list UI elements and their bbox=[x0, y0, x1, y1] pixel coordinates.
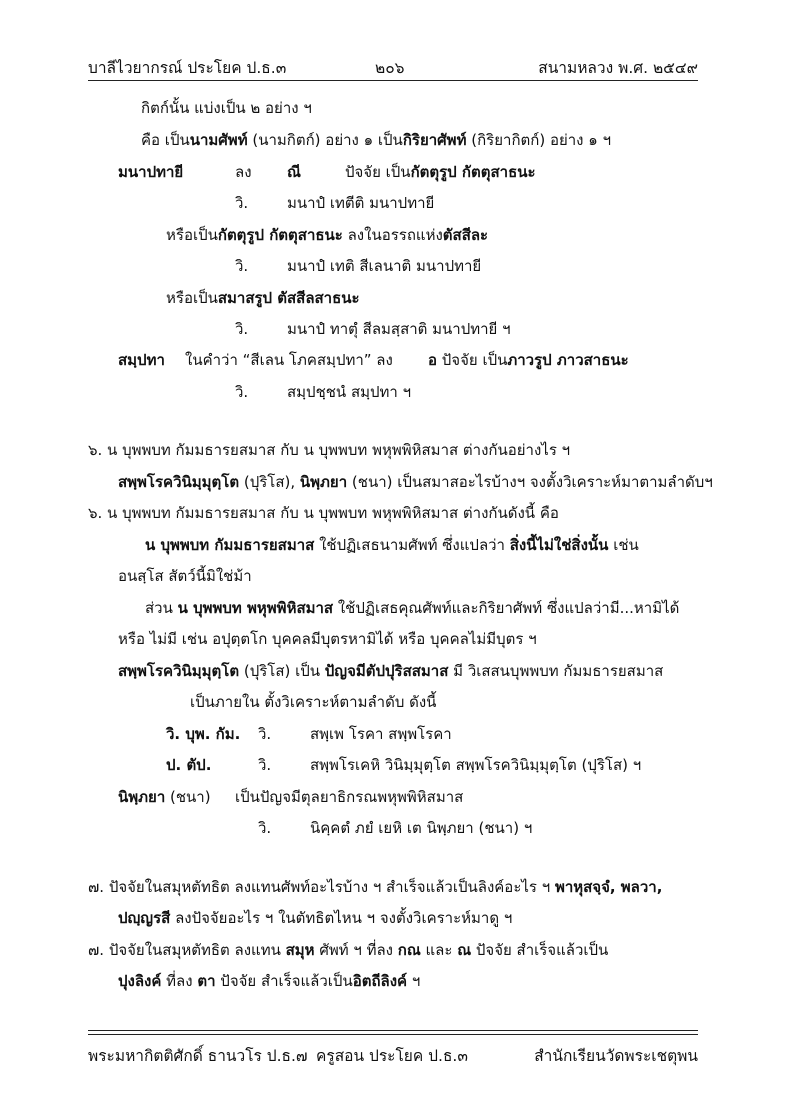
body-line: มนาปํ ทาตุํ สีลมสฺสาติ มนาปทายี ฯ bbox=[287, 320, 511, 338]
answer-7-cont: ปุงลิงค์ ที่ลง ตา ปัจจัย สำเร็จแล้วเป็นอิตถีลิงค์ ฯ bbox=[118, 972, 421, 990]
footer-right-text: สำนักเรียนวัดพระเชตุพน bbox=[534, 1047, 698, 1065]
page-footer bbox=[88, 1043, 698, 1065]
body-line: สมฺปทา bbox=[118, 351, 165, 369]
body-line: สพฺพโรควินิมฺมุตฺโต (ปุริโส) เป็น ปัญจมีตัปปุริสสมาส มี วิเสสนบุพพบท กัมมธารยสมาส bbox=[118, 662, 664, 680]
body-line: วิ. bbox=[235, 257, 249, 275]
body-line: ป. ตัป. bbox=[166, 756, 212, 774]
question-6-cont: สพฺพโรควินิมฺมุตฺโต (ปุริโส), นิพฺภยา (ชนา) เป็นสมาสอะไรบ้างฯ จงตั้งวิเคราะห์มาตามลำดับฯ bbox=[118, 473, 713, 491]
body-line: หรือเป็นสมาสรูป ตัสสีลสาธนะ bbox=[166, 289, 360, 307]
body-line: หรือ ไม่มี เช่น อปุตฺตโก บุคคลมีบุตรหามิได้ หรือ บุคคลไม่มีบุตร ฯ bbox=[118, 630, 537, 648]
body-line: คือ เป็นนามศัพท์ (นามกิตก์) อย่าง ๑ เป็นกิริยาศัพท์ (กิริยากิตก์) อย่าง ๑ ฯ bbox=[141, 131, 611, 149]
body-line: ลง bbox=[235, 163, 252, 181]
footer-left-text: พระมหากิตติศักดิ์ ธานวโร ป.ธ.๗ bbox=[88, 1047, 308, 1065]
body-line: มนาปํ เทตีติ มนาปทายี bbox=[287, 194, 435, 212]
header-right-text: สนามหลวง พ.ศ. ๒๕๔๙ bbox=[538, 59, 698, 77]
body-line: ณี bbox=[287, 163, 301, 181]
body-line: เป็นภายใน ตั้งวิเคราะห์ตามลำดับ ดังนี้ bbox=[190, 693, 437, 711]
body-line: ในคำว่า “สีเลน โภคสมฺปทา” ลง bbox=[185, 351, 393, 369]
body-line: อ ปัจจัย เป็นภาวรูป ภาวสาธนะ bbox=[428, 351, 629, 369]
footer-center-text: ครูสอน ประโยค ป.ธ.๓ bbox=[316, 1047, 468, 1065]
body-line: เป็นปัญจมีตุลยาธิกรณพหุพพิหิสมาส bbox=[235, 788, 464, 806]
body-line: ส่วน น บุพพบท พหุพพิหิสมาส ใช้ปฏิเสธคุณศัพท์และกิริยาศัพท์ ซึ่งแปลว่ามี...หามิได้ bbox=[145, 599, 680, 617]
body-line: วิ. บุพ. กัม. bbox=[166, 725, 241, 743]
page-header bbox=[88, 55, 698, 77]
header-left-text: บาลีไวยากรณ์ ประโยค ป.ธ.๓ bbox=[88, 59, 287, 77]
body-line: น บุพพบท กัมมธารยสมาส ใช้ปฏิเสธนามศัพท์ ซึ่งแปลว่า สิ่งนี้ไม่ใช่สิ่งนั้น เช่น bbox=[145, 536, 639, 554]
body-line: นิพฺภยา (ชนา) bbox=[118, 788, 211, 806]
body-line: สพฺเพ โรคา สพฺพโรคา bbox=[310, 725, 452, 743]
body-line: อนสฺโส สัตว์นี้มิใช่ม้า bbox=[118, 567, 252, 585]
body-line: ปัจจัย เป็นกัตตุรูป กัตตุสาธนะ bbox=[345, 163, 536, 181]
body-line: สมฺปชฺชนํ สมฺปทา ฯ bbox=[287, 383, 412, 401]
question-7: ๗. ปัจจัยในสมุหตัทธิต ลงแทนศัพท์อะไรบ้าง ฯ สำเร็จแล้วเป็นลิงค์อะไร ฯ พาหุสจฺจํ, พลวา, bbox=[88, 878, 663, 896]
body-line: วิ. bbox=[235, 383, 249, 401]
answer-6: ๖. น บุพพบท กัมมธารยสมาส กับ น บุพพบท พหุพพิหิสมาส ต่างกันดังนี้ คือ bbox=[88, 504, 559, 522]
page-number: ๒๐๖ bbox=[375, 59, 405, 77]
question-6: ๖. น บุพพบท กัมมธารยสมาส กับ น บุพพบท พหุพพิหิสมาส ต่างกันอย่างไร ฯ bbox=[88, 441, 571, 459]
header-rule bbox=[88, 80, 698, 81]
footer-rule bbox=[88, 1030, 698, 1031]
body-line: มนาปํ เทติ สีเลนาติ มนาปทายี bbox=[287, 257, 482, 275]
footer-rule-2 bbox=[88, 1034, 698, 1035]
question-7-cont: ปญฺญรสี ลงปัจจัยอะไร ฯ ในตัทธิตไหน ฯ จงตั้งวิเคราะห์มาดู ฯ bbox=[118, 909, 513, 927]
body-line: นิคฺคตํ ภยํ เยหิ เต นิพฺภยา (ชนา) ฯ bbox=[310, 819, 533, 837]
body-line: มนาปทายี bbox=[118, 163, 184, 181]
body-line: กิตก์นั้น แบ่งเป็น ๒ อย่าง ฯ bbox=[141, 99, 312, 117]
body-line: วิ. bbox=[258, 819, 272, 837]
body-line: วิ. bbox=[258, 756, 272, 774]
body-line: วิ. bbox=[235, 320, 249, 338]
body-line: วิ. bbox=[258, 725, 272, 743]
body-line: สพฺพโรเคหิ วินิมฺมุตฺโต สพฺพโรควินิมฺมุตฺโต (ปุริโส) ฯ bbox=[310, 756, 642, 774]
body-line: วิ. bbox=[235, 194, 249, 212]
body-line: หรือเป็นกัตตุรูป กัตตุสาธนะ ลงในอรรถแห่งตัสสีละ bbox=[166, 226, 489, 244]
answer-7: ๗. ปัจจัยในสมุหตัทธิต ลงแทน สมุห ศัพท์ ฯ ที่ลง กณ และ ณ ปัจจัย สำเร็จแล้วเป็น bbox=[88, 941, 609, 959]
